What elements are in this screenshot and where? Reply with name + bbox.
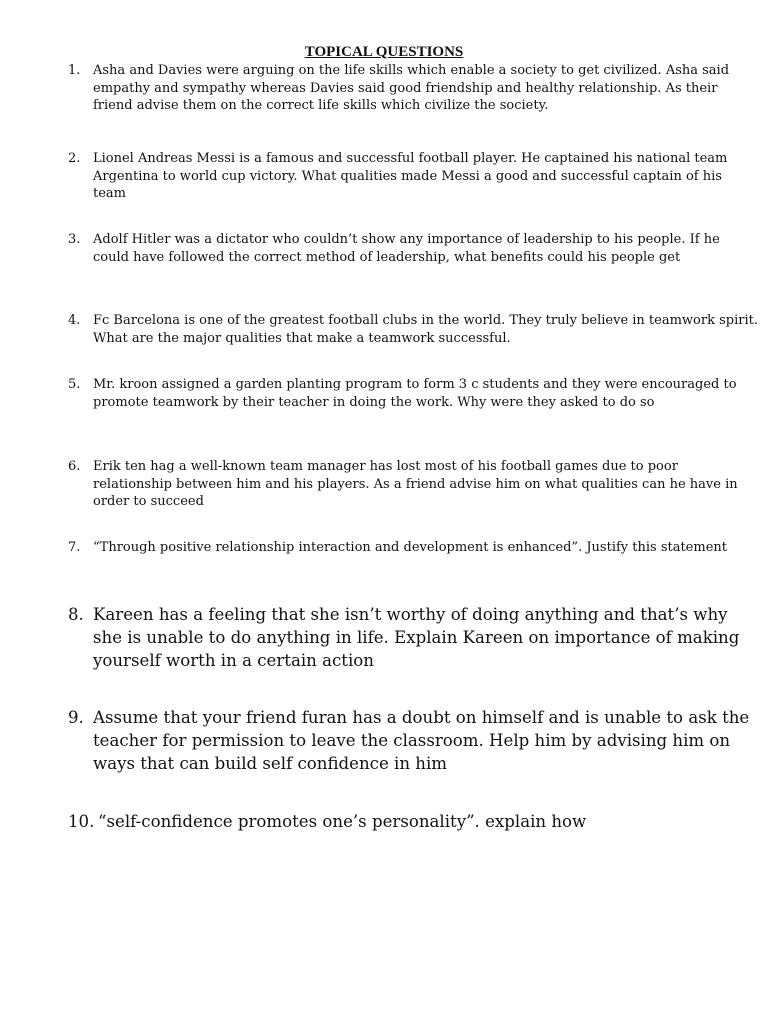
question-text: “self-confidence promotes one’s personality”. explain how bbox=[98, 812, 587, 831]
question-text: Lionel Andreas Messi is a famous and successful football player. He captained his national team Argentina to world cup victory. What qualities made Messi a good and successful captain of his team bbox=[93, 151, 728, 201]
question-text: Mr. kroon assigned a garden planting program to form 3 c students and they were encouraged to promote teamwork by their teacher in doing the work. Why were they asked to do so bbox=[93, 377, 737, 410]
question-text: Erik ten hag a well-known team manager has lost most of his football games due to poor relationship between him and his players. As a friend advise him on what qualities can he have in order to succeed bbox=[93, 459, 738, 509]
question-text: Fc Barcelona is one of the greatest football clubs in the world. They truly believe in teamwork spirit. What are the major qualities that make a teamwork successful. bbox=[93, 313, 758, 346]
question-number: 8. bbox=[68, 605, 84, 624]
question-text: Adolf Hitler was a dictator who couldn’t show any importance of leadership to his people. If he could have followed the correct method of leadership, what benefits could his people get bbox=[93, 232, 720, 265]
question-text: Assume that your friend furan has a doubt on himself and is unable to ask the teacher for permission to leave the classroom. Help him by advising him on ways that can build self confidence in him bbox=[93, 708, 750, 773]
question-number: 1. bbox=[68, 63, 81, 78]
question-number: 4. bbox=[68, 313, 81, 328]
page-title: TOPICAL QUESTIONS bbox=[304, 44, 464, 60]
question-number: 10. bbox=[68, 812, 95, 831]
question-text: “Through positive relationship interaction and development is enhanced”. Justify this statement bbox=[93, 540, 727, 555]
question-text: Kareen has a feeling that she isn’t worthy of doing anything and that’s why she is unable to do anything in life. Explain Kareen on importance of making yourself worth in a certain action bbox=[93, 605, 740, 670]
question-number: 9. bbox=[68, 708, 84, 727]
question-number: 7. bbox=[68, 540, 81, 555]
question-number: 3. bbox=[68, 232, 81, 247]
question-number: 5. bbox=[68, 377, 81, 392]
question-number: 6. bbox=[68, 459, 81, 474]
question-text: Asha and Davies were arguing on the life skills which enable a society to get civilized. Asha said empathy and sympathy whereas Davies said good friendship and healthy relationship. As their friend advise them on the correct life skills which civilize the society. bbox=[93, 63, 730, 113]
question-number: 2. bbox=[68, 151, 81, 166]
